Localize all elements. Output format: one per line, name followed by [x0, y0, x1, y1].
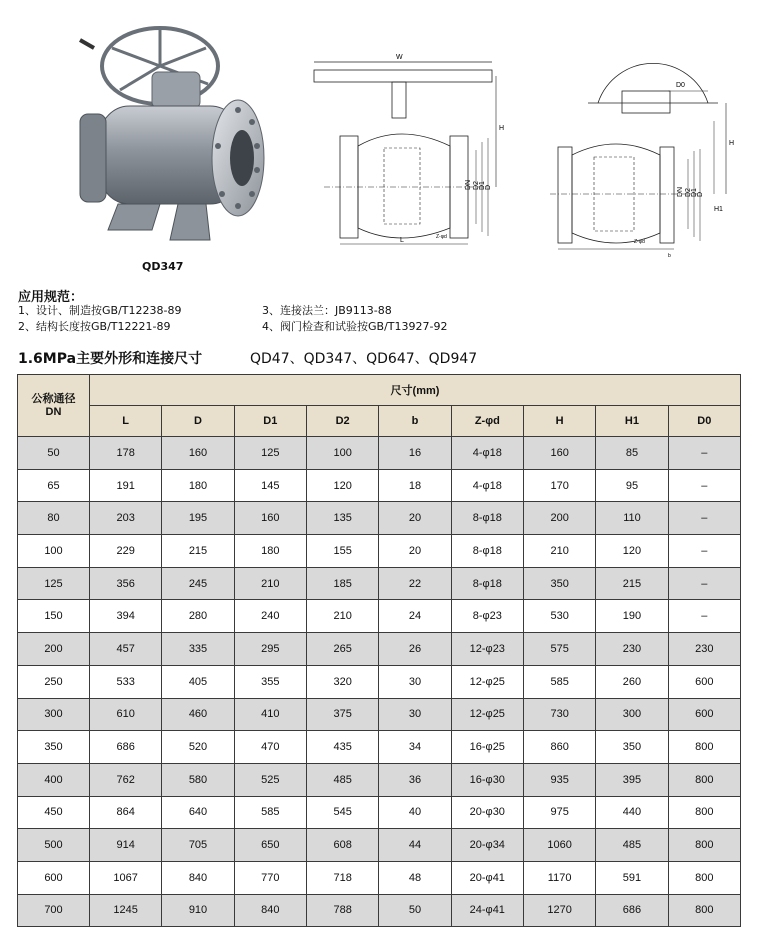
table-cell: 295 [234, 633, 306, 666]
table-cell: 48 [379, 861, 451, 894]
column-header: H [523, 406, 595, 437]
table-cell: 533 [90, 665, 162, 698]
table-cell: 1067 [90, 861, 162, 894]
table-cell: 120 [306, 469, 378, 502]
column-header: D0 [668, 406, 740, 437]
table-cell: 18 [379, 469, 451, 502]
dn-cell: 125 [18, 567, 90, 600]
table-body [18, 437, 741, 927]
label-w: W [396, 54, 403, 61]
table-cell: 8-φ23 [451, 600, 523, 633]
spec-line-1: 1、设计、制造按GB/T12238-89 [18, 304, 182, 317]
table-cell: 8-φ18 [451, 567, 523, 600]
section-models: QD47、QD347、QD647、QD947 [250, 351, 478, 367]
table-cell: 230 [668, 633, 740, 666]
table-cell: – [668, 567, 740, 600]
table-cell: 457 [90, 633, 162, 666]
table-cell: 718 [306, 861, 378, 894]
table-cell: 8-φ18 [451, 535, 523, 568]
table-cell: 530 [523, 600, 595, 633]
table-cell: 20-φ41 [451, 861, 523, 894]
table-cell: 1060 [523, 829, 595, 862]
table-cell: 860 [523, 731, 595, 764]
table-cell: 591 [596, 861, 668, 894]
table-row [18, 763, 741, 796]
table-cell: 95 [596, 469, 668, 502]
table-cell: 405 [162, 665, 234, 698]
table-cell: – [668, 437, 740, 470]
table-cell: 470 [234, 731, 306, 764]
table-cell: 788 [306, 894, 378, 927]
table-cell: 135 [306, 502, 378, 535]
table-cell: 180 [162, 469, 234, 502]
label-d2: D2 [473, 181, 480, 190]
table-cell: 20 [379, 535, 451, 568]
table-cell: 840 [162, 861, 234, 894]
table-cell: 910 [162, 894, 234, 927]
table-cell: 195 [162, 502, 234, 535]
table-cell: – [668, 600, 740, 633]
table-cell: 210 [234, 567, 306, 600]
label-dn: DN [465, 179, 472, 190]
table-cell: 650 [234, 829, 306, 862]
dim-header: 尺寸(mm) [90, 375, 741, 406]
dn-cell: 300 [18, 698, 90, 731]
table-cell: 30 [379, 698, 451, 731]
table-row [18, 600, 741, 633]
table-cell: 110 [596, 502, 668, 535]
table-row [18, 731, 741, 764]
table-cell: 12-φ23 [451, 633, 523, 666]
dn-header-line1: 公称通径 [31, 392, 76, 405]
table-cell: 229 [90, 535, 162, 568]
table-cell: 1170 [523, 861, 595, 894]
table-cell: 160 [162, 437, 234, 470]
table-cell: 30 [379, 665, 451, 698]
table-cell: 240 [234, 600, 306, 633]
spec-line-3: 3、连接法兰：JB9113-88 [262, 304, 392, 317]
label-z-2: Z-φd [634, 239, 645, 245]
table-cell: 394 [90, 600, 162, 633]
photo-caption: QD347 [142, 260, 184, 273]
table-cell: 160 [523, 437, 595, 470]
dn-cell: 100 [18, 535, 90, 568]
table-cell: 686 [596, 894, 668, 927]
table-cell: 36 [379, 763, 451, 796]
table-cell: 155 [306, 535, 378, 568]
table-cell: 800 [668, 861, 740, 894]
table-cell: 50 [379, 894, 451, 927]
column-header: Z-φd [451, 406, 523, 437]
table-cell: 800 [668, 731, 740, 764]
column-header: L [90, 406, 162, 437]
table-cell: 265 [306, 633, 378, 666]
spec-line-4: 4、阀门检查和试验按GB/T13927-92 [262, 320, 448, 333]
table-cell: 935 [523, 763, 595, 796]
table-cell: 800 [668, 829, 740, 862]
table-cell: 762 [90, 763, 162, 796]
dn-header [18, 375, 90, 437]
table-cell: 160 [234, 502, 306, 535]
label-dn-2: DN [677, 186, 684, 197]
table-cell: 375 [306, 698, 378, 731]
table-cell: 600 [668, 698, 740, 731]
table-cell: 485 [596, 829, 668, 862]
spec-title: 应用规范： [18, 290, 84, 305]
dn-cell: 600 [18, 861, 90, 894]
table-cell: 395 [596, 763, 668, 796]
table-row [18, 567, 741, 600]
table-cell: 975 [523, 796, 595, 829]
column-header: H1 [596, 406, 668, 437]
table-cell: 410 [234, 698, 306, 731]
table-cell: – [668, 535, 740, 568]
table-cell: 170 [523, 469, 595, 502]
label-z: Z-φd [436, 234, 447, 240]
label-l: L [400, 237, 404, 244]
column-header: b [379, 406, 451, 437]
table-cell: 180 [234, 535, 306, 568]
table-cell: 585 [523, 665, 595, 698]
spec-line-2: 2、结构长度按GB/T12221-89 [18, 320, 171, 333]
dn-cell: 250 [18, 665, 90, 698]
table-cell: 16-φ25 [451, 731, 523, 764]
table-cell: – [668, 469, 740, 502]
table-cell: 460 [162, 698, 234, 731]
table-cell: 16 [379, 437, 451, 470]
table-cell: 320 [306, 665, 378, 698]
label-d1-2: D1 [691, 188, 698, 197]
table-row [18, 698, 741, 731]
table-cell: 610 [90, 698, 162, 731]
dn-cell: 80 [18, 502, 90, 535]
table-row [18, 796, 741, 829]
section-title: 1.6MPa主要外形和连接尺寸 [18, 351, 203, 367]
table-cell: 210 [523, 535, 595, 568]
table-row [18, 633, 741, 666]
table-row [18, 437, 741, 470]
table-row [18, 469, 741, 502]
table-cell: 686 [90, 731, 162, 764]
table-cell: 85 [596, 437, 668, 470]
dn-cell: 500 [18, 829, 90, 862]
table-cell: 575 [523, 633, 595, 666]
table-cell: 190 [596, 600, 668, 633]
table-row [18, 665, 741, 698]
table-cell: 203 [90, 502, 162, 535]
dn-cell: 50 [18, 437, 90, 470]
table-cell: 864 [90, 796, 162, 829]
dn-cell: 700 [18, 894, 90, 927]
table-cell: 8-φ18 [451, 502, 523, 535]
column-header: D [162, 406, 234, 437]
table-cell: 215 [162, 535, 234, 568]
table-cell: 210 [306, 600, 378, 633]
table-row [18, 535, 741, 568]
valve-drawing-handle [300, 50, 520, 260]
table-cell: 640 [162, 796, 234, 829]
table-cell: 520 [162, 731, 234, 764]
table-cell: 185 [306, 567, 378, 600]
table-cell: 4-φ18 [451, 469, 523, 502]
table-cell: 435 [306, 731, 378, 764]
table-cell: 350 [596, 731, 668, 764]
table-cell: 40 [379, 796, 451, 829]
table-cell: 800 [668, 763, 740, 796]
label-h1: H1 [714, 206, 723, 213]
table-row [18, 861, 741, 894]
table-cell: 356 [90, 567, 162, 600]
label-d1: D1 [479, 181, 486, 190]
table-cell: 24 [379, 600, 451, 633]
table-cell: 200 [523, 502, 595, 535]
table-cell: 178 [90, 437, 162, 470]
table-cell: 355 [234, 665, 306, 698]
column-header-row [18, 406, 741, 437]
table-cell: 12-φ25 [451, 698, 523, 731]
table-row [18, 894, 741, 927]
dn-cell: 150 [18, 600, 90, 633]
table-cell: 1245 [90, 894, 162, 927]
table-cell: 24-φ41 [451, 894, 523, 927]
table-cell: 20-φ30 [451, 796, 523, 829]
table-cell: 705 [162, 829, 234, 862]
label-d2-2: D2 [685, 188, 692, 197]
table-cell: 100 [306, 437, 378, 470]
label-b: b [668, 253, 671, 259]
table-cell: 16-φ30 [451, 763, 523, 796]
table-cell: 800 [668, 796, 740, 829]
column-header: D1 [234, 406, 306, 437]
valve-drawing-gear [548, 45, 738, 260]
label-d0: D0 [676, 82, 685, 89]
column-header: D2 [306, 406, 378, 437]
table-cell: 280 [162, 600, 234, 633]
table-cell: 120 [596, 535, 668, 568]
table-cell: 22 [379, 567, 451, 600]
dn-cell: 400 [18, 763, 90, 796]
table-row [18, 829, 741, 862]
table-row [18, 502, 741, 535]
table-cell: 230 [596, 633, 668, 666]
table-cell: 800 [668, 894, 740, 927]
table-cell: 20 [379, 502, 451, 535]
table-cell: 191 [90, 469, 162, 502]
table-cell: 245 [162, 567, 234, 600]
table-cell: 215 [596, 567, 668, 600]
dn-cell: 350 [18, 731, 90, 764]
table-cell: 608 [306, 829, 378, 862]
table-cell: 914 [90, 829, 162, 862]
dn-cell: 200 [18, 633, 90, 666]
label-h: H [499, 125, 505, 132]
table-cell: – [668, 502, 740, 535]
dn-cell: 450 [18, 796, 90, 829]
table-cell: 600 [668, 665, 740, 698]
table-cell: 4-φ18 [451, 437, 523, 470]
valve-photo [60, 18, 270, 248]
table-cell: 20-φ34 [451, 829, 523, 862]
table-cell: 730 [523, 698, 595, 731]
table-cell: 770 [234, 861, 306, 894]
table-cell: 485 [306, 763, 378, 796]
dn-cell: 65 [18, 469, 90, 502]
dimensions-table [17, 374, 741, 927]
table-cell: 300 [596, 698, 668, 731]
table-cell: 1270 [523, 894, 595, 927]
table-cell: 44 [379, 829, 451, 862]
label-h-2: H [729, 140, 735, 147]
table-cell: 34 [379, 731, 451, 764]
table-cell: 12-φ25 [451, 665, 523, 698]
table-cell: 840 [234, 894, 306, 927]
table-cell: 26 [379, 633, 451, 666]
table-cell: 525 [234, 763, 306, 796]
dn-header-line2: DN [45, 405, 62, 418]
table-cell: 440 [596, 796, 668, 829]
table-cell: 545 [306, 796, 378, 829]
table-cell: 260 [596, 665, 668, 698]
table-cell: 335 [162, 633, 234, 666]
table-cell: 580 [162, 763, 234, 796]
label-d: D [485, 184, 492, 190]
table-cell: 145 [234, 469, 306, 502]
table-cell: 350 [523, 567, 595, 600]
table-cell: 585 [234, 796, 306, 829]
table-cell: 125 [234, 437, 306, 470]
label-d-2: D [697, 191, 704, 197]
